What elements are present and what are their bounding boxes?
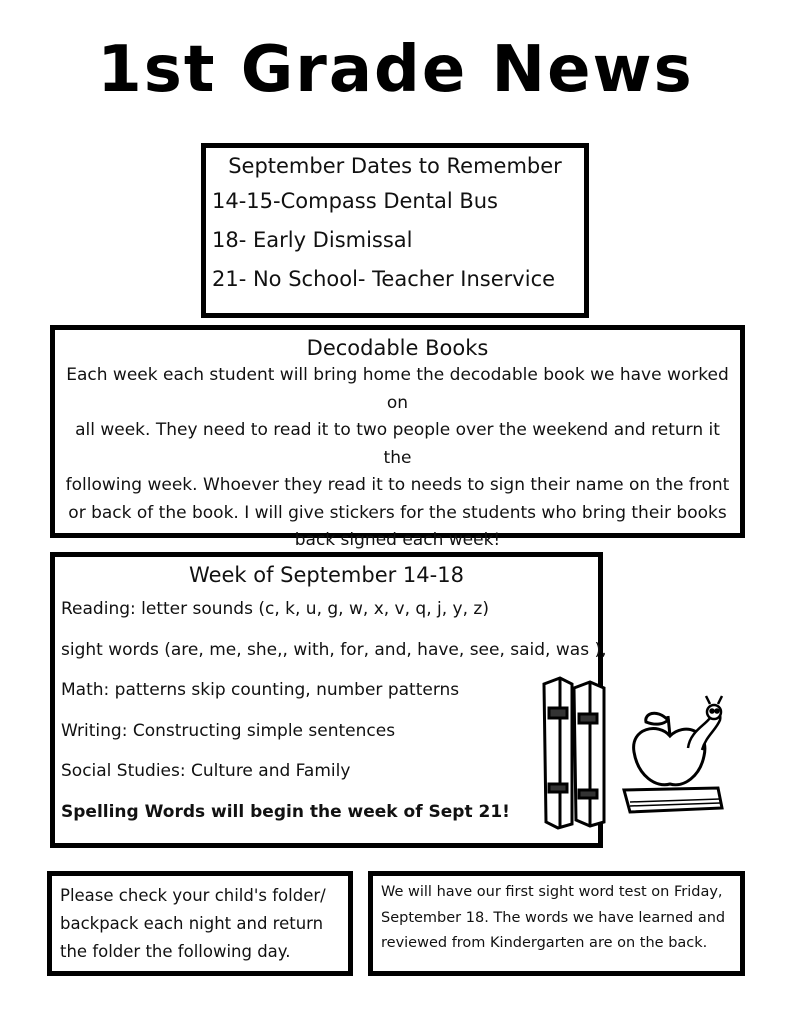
math-line	[61, 670, 598, 711]
paragraph-line: back signed each week!	[294, 530, 501, 550]
apple-icon	[634, 713, 705, 785]
sight-words-line: sight words (are, me, she,, with, for, and, have, see, said, was ),	[61, 639, 607, 660]
decodable-heading: Decodable Books	[306, 336, 489, 360]
books-apple-worm-icon	[538, 672, 728, 832]
writing-label: Writing:	[61, 720, 128, 741]
decodable-paragraph	[55, 360, 740, 555]
social-studies-label: Social Studies:	[61, 761, 186, 781]
week-of-box	[50, 552, 607, 848]
dates-list	[212, 182, 584, 299]
paragraph-line: or back of the book. I will give stickers for the students who bring their books	[68, 502, 727, 523]
reminder-line: backpack each night and return	[60, 914, 324, 933]
worm-icon	[688, 696, 722, 750]
book-icon	[574, 682, 604, 826]
dates-to-remember-box	[201, 143, 589, 318]
paragraph-line: Each week each student will bring home the decodable book we have worked on	[66, 365, 729, 413]
writing-line	[61, 711, 598, 752]
test-line: We will have our first sight word test on Friday,	[381, 884, 723, 900]
date-item: 21- No School- Teacher Inservice	[212, 267, 556, 291]
decodable-books-box	[50, 325, 745, 550]
reminder-line: Please check your child's folder/	[60, 886, 326, 905]
date-item: 14-15-Compass Dental Bus	[212, 189, 498, 213]
date-item: 18- Early Dismissal	[212, 228, 413, 252]
reading-label: Reading:	[61, 599, 136, 619]
sight-word-test-text	[373, 876, 740, 957]
newsletter-title: 1st Grade News	[97, 33, 694, 107]
test-line: September 18. The words we have learned and	[381, 909, 726, 926]
paragraph-line: following week. Whoever they read it to needs to sign their name on the front	[65, 475, 730, 495]
reading-value: letter sounds (c, k, u, g, w, x, v, q, j, y, z)	[135, 599, 489, 619]
reminder-line: the folder the following day.	[60, 942, 291, 961]
dates-heading: September Dates to Remember	[228, 154, 562, 178]
week-heading: Week of September 14-18	[189, 563, 464, 587]
book-icon	[544, 678, 572, 828]
math-value: patterns skip counting, number patterns	[109, 680, 460, 700]
folder-reminder-text	[52, 876, 348, 966]
reading-line	[61, 589, 598, 630]
writing-value: Constructing simple sentences	[127, 720, 396, 741]
social-studies-line	[61, 751, 598, 792]
social-studies-value: Culture and Family	[185, 761, 351, 781]
paragraph-line: all week. They need to read it to two people over the weekend and return it the	[75, 420, 720, 468]
math-label: Math:	[61, 680, 110, 700]
test-line: reviewed from Kindergarten are on the back.	[381, 935, 708, 951]
spelling-line: Spelling Words will begin the week of Sept 21!	[61, 801, 510, 822]
sight-word-test-box	[368, 871, 745, 976]
book-stack-icon	[624, 788, 722, 812]
folder-reminder-box	[47, 871, 353, 976]
